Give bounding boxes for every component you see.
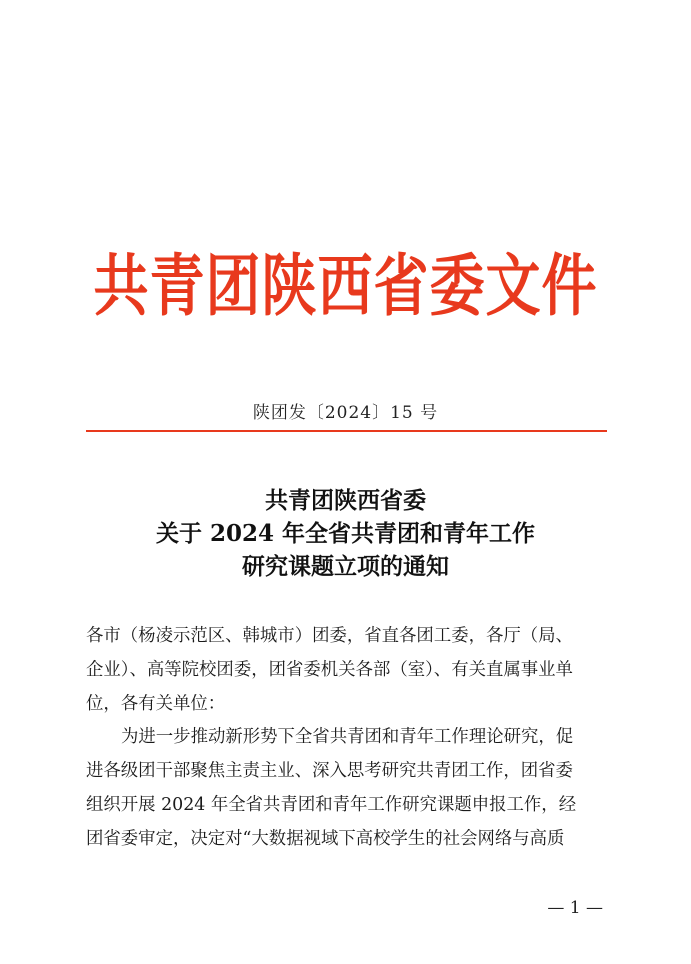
document-number: 陕团发〔2024〕15 号 (252, 403, 439, 423)
title-line-2: 关于 2024 年全省共青团和青年工作 (155, 520, 536, 547)
title-line-3: 研究课题立项的通知 (242, 553, 449, 580)
title-line-1: 共青团陕西省委 (265, 487, 426, 514)
page-number: — 1 — (547, 898, 603, 918)
body-line: 各市（杨凌示范区、韩城市）团委，省直各团工委，各厅（局、 (86, 626, 573, 646)
body-line: 组织开展 2024 年全省共青团和青年工作研究课题申报工作，经 (86, 794, 577, 815)
document-title (0, 484, 691, 583)
body-line: 企业）、高等院校团委，团省委机关各部（室）、有关直属事业单 (86, 659, 573, 680)
red-divider-line (86, 430, 607, 432)
document-body (86, 620, 606, 857)
document-masthead: 共青团陕西省委文件 (93, 246, 598, 325)
body-line: 位，各有关单位： (86, 693, 226, 714)
body-line: 进各级团干部聚焦主责主业、深入思考研究共青团工作，团省委 (86, 761, 573, 782)
body-line: 为进一步推动新形势下全省共青团和青年工作理论研究，促 (121, 727, 574, 748)
body-line: 团省委审定，决定对“大数据视域下高校学生的社会网络与高质 (86, 828, 565, 849)
